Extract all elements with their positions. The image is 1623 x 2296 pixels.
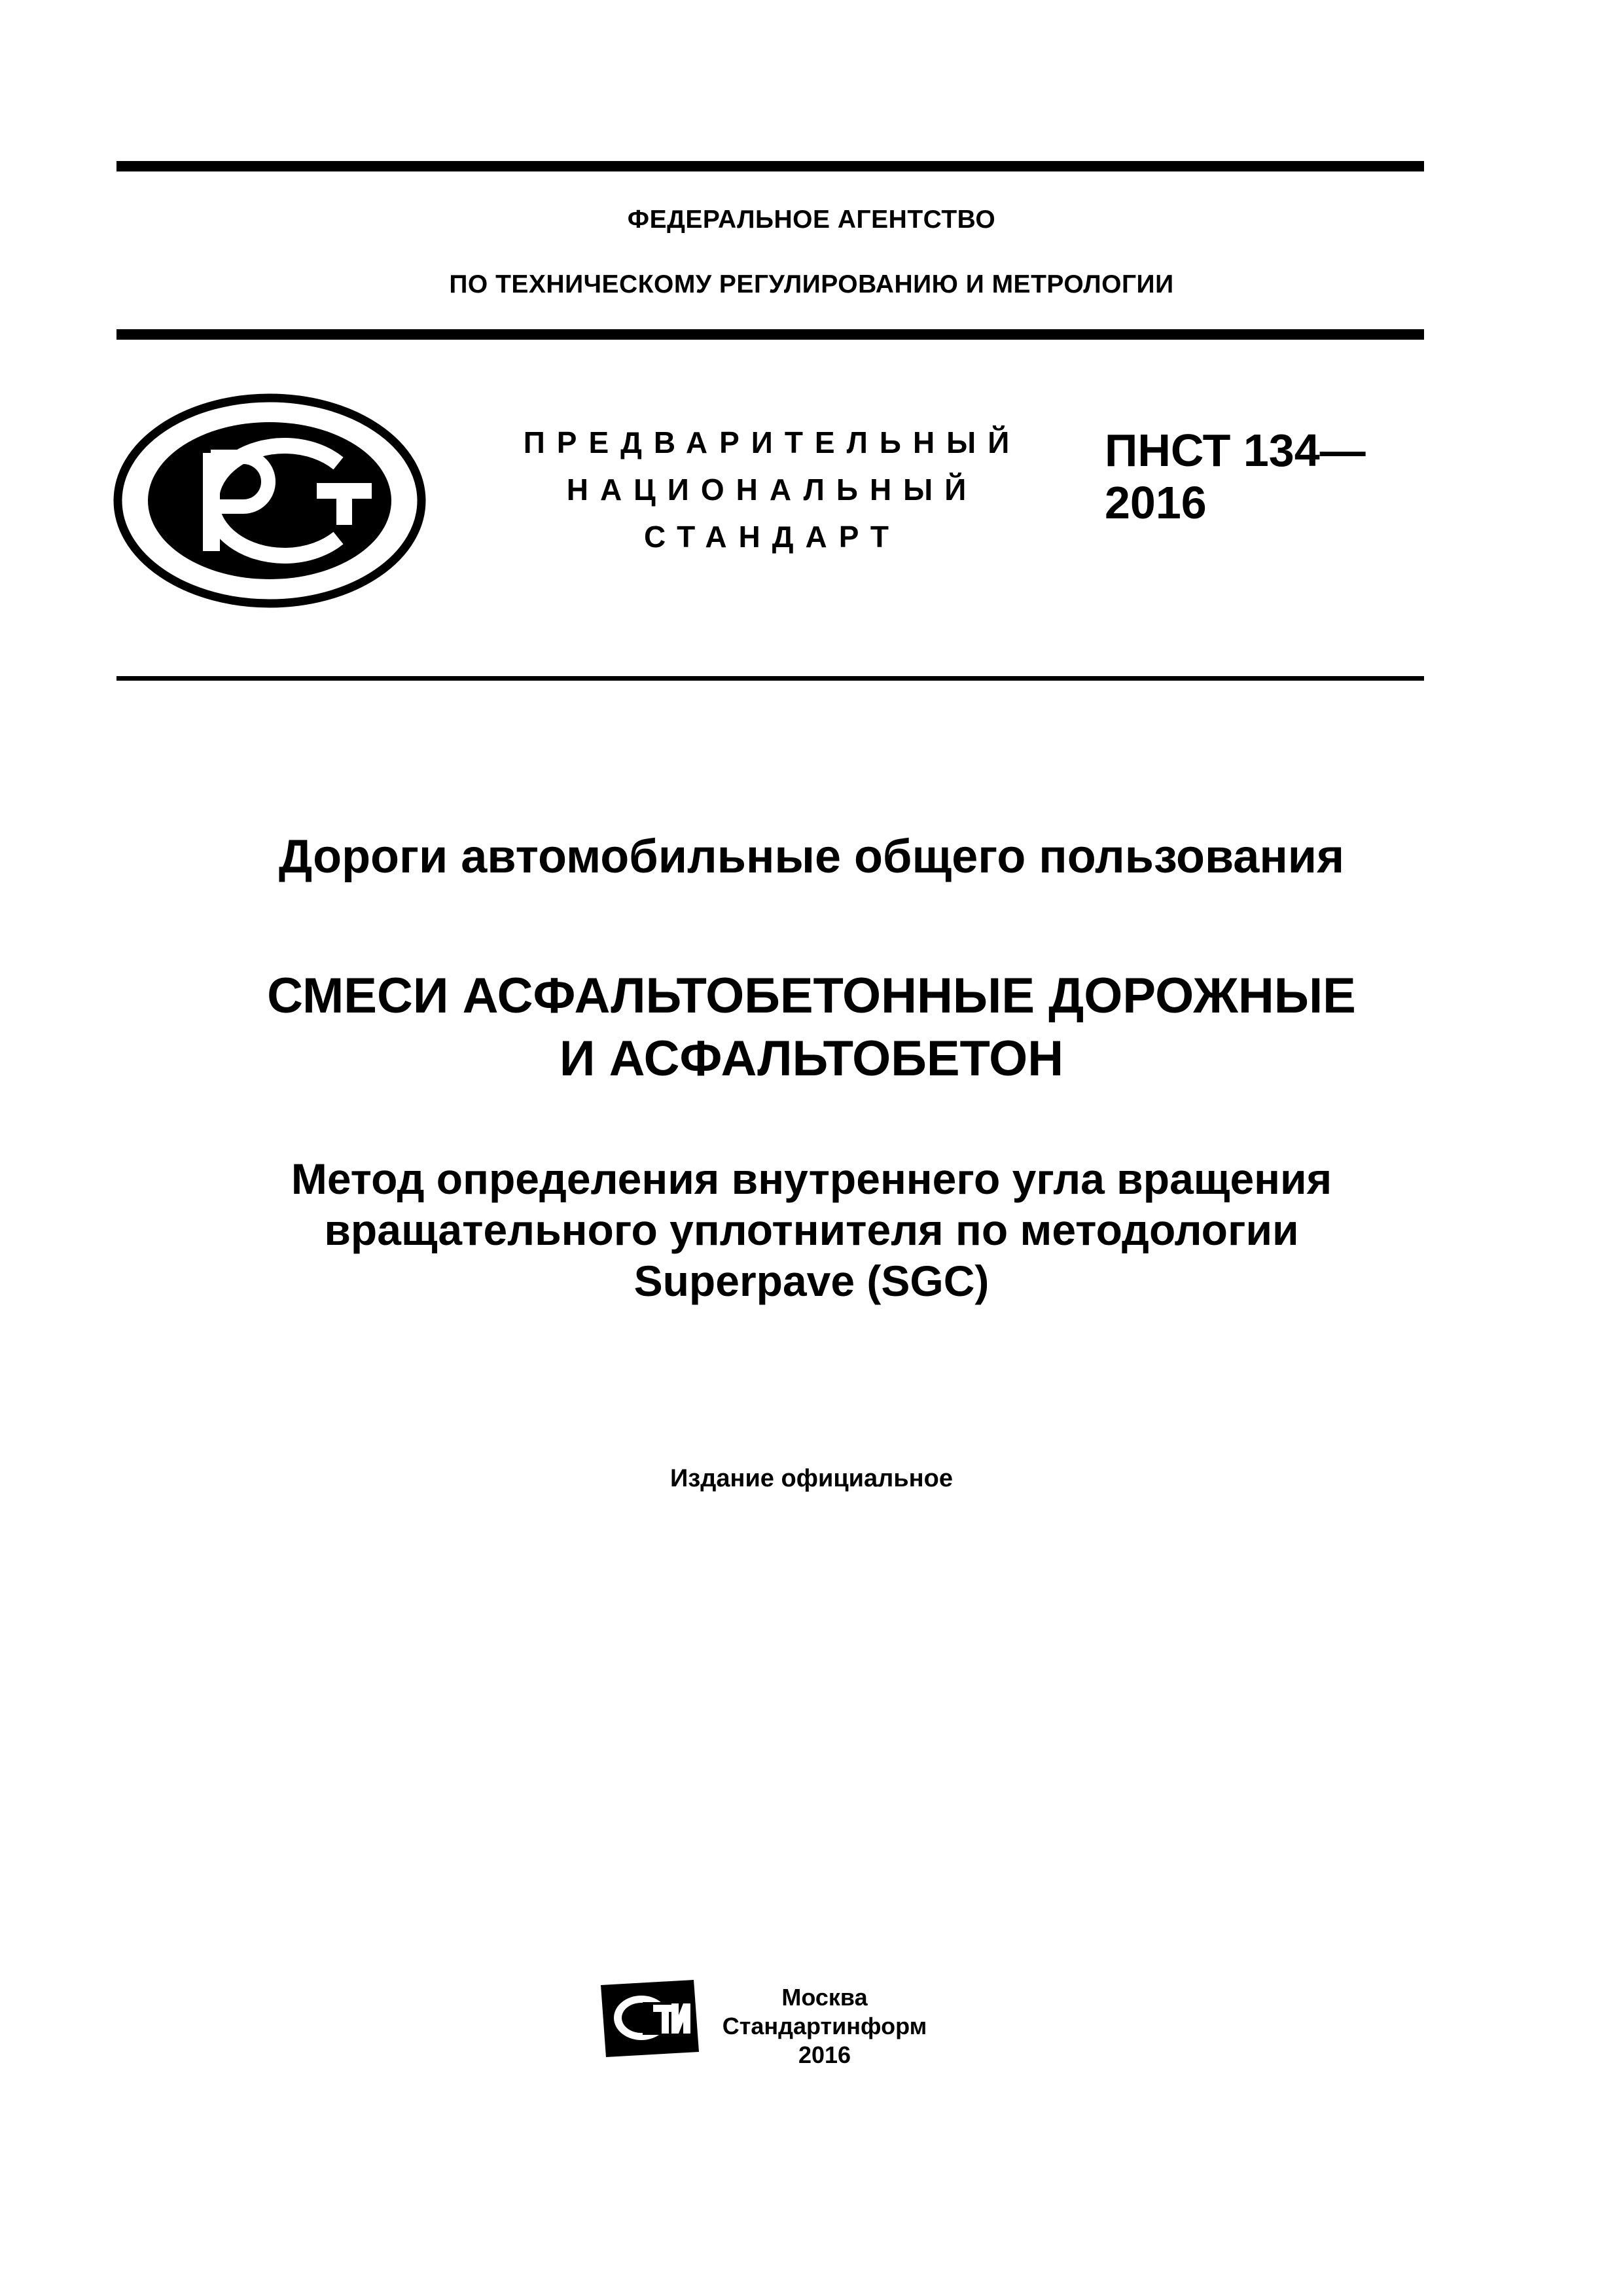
rst-gost-mark-icon [113,393,427,609]
publisher-city: Москва [781,1984,868,2011]
document-number [1105,424,1366,529]
method-title-line-1: Метод определения внутреннего угла вращения [291,1155,1332,1203]
agency-line-2: ПО ТЕХНИЧЕСКОМУ РЕГУЛИРОВАНИЮ И МЕТРОЛОГИИ [449,270,1174,298]
main-title-line-2: И АСФАЛЬТОБЕТОН [559,1031,1064,1086]
standartinform-sti-logo-icon [601,1980,699,2057]
edition-label: Издание официальное [670,1465,953,1492]
document-type-line-1: ПРЕДВАРИТЕЛЬНЫЙ [523,425,1022,459]
agency-line-1: ФЕДЕРАЛЬНОЕ АГЕНТСТВО [627,206,996,234]
document-type-line-3: СТАНДАРТ [644,520,901,554]
document-main-title [0,965,1623,1090]
document-method-title [0,1153,1623,1306]
document-subject: Дороги автомобильные общего пользования [278,831,1345,883]
publisher-name: Стандартинформ [722,2013,927,2039]
header-bottom-rule [116,676,1424,681]
method-title-line-2: вращательного уплотнителя по методологии [324,1206,1299,1254]
document-type-line-2: НАЦИОНАЛЬНЫЙ [566,473,978,507]
method-title-line-3: Superpave (SGC) [633,1257,990,1305]
middle-rule [116,329,1424,340]
main-title-line-1: СМЕСИ АСФАЛЬТОБЕТОННЫЕ ДОРОЖНЫЕ [267,968,1356,1024]
publisher-year: 2016 [798,2041,851,2068]
publisher-block [720,1983,929,2070]
document-type [497,419,1047,560]
top-rule [116,161,1424,171]
document-number-line-1: ПНСТ 134— [1105,425,1366,476]
document-number-year: 2016 [1105,477,1207,528]
